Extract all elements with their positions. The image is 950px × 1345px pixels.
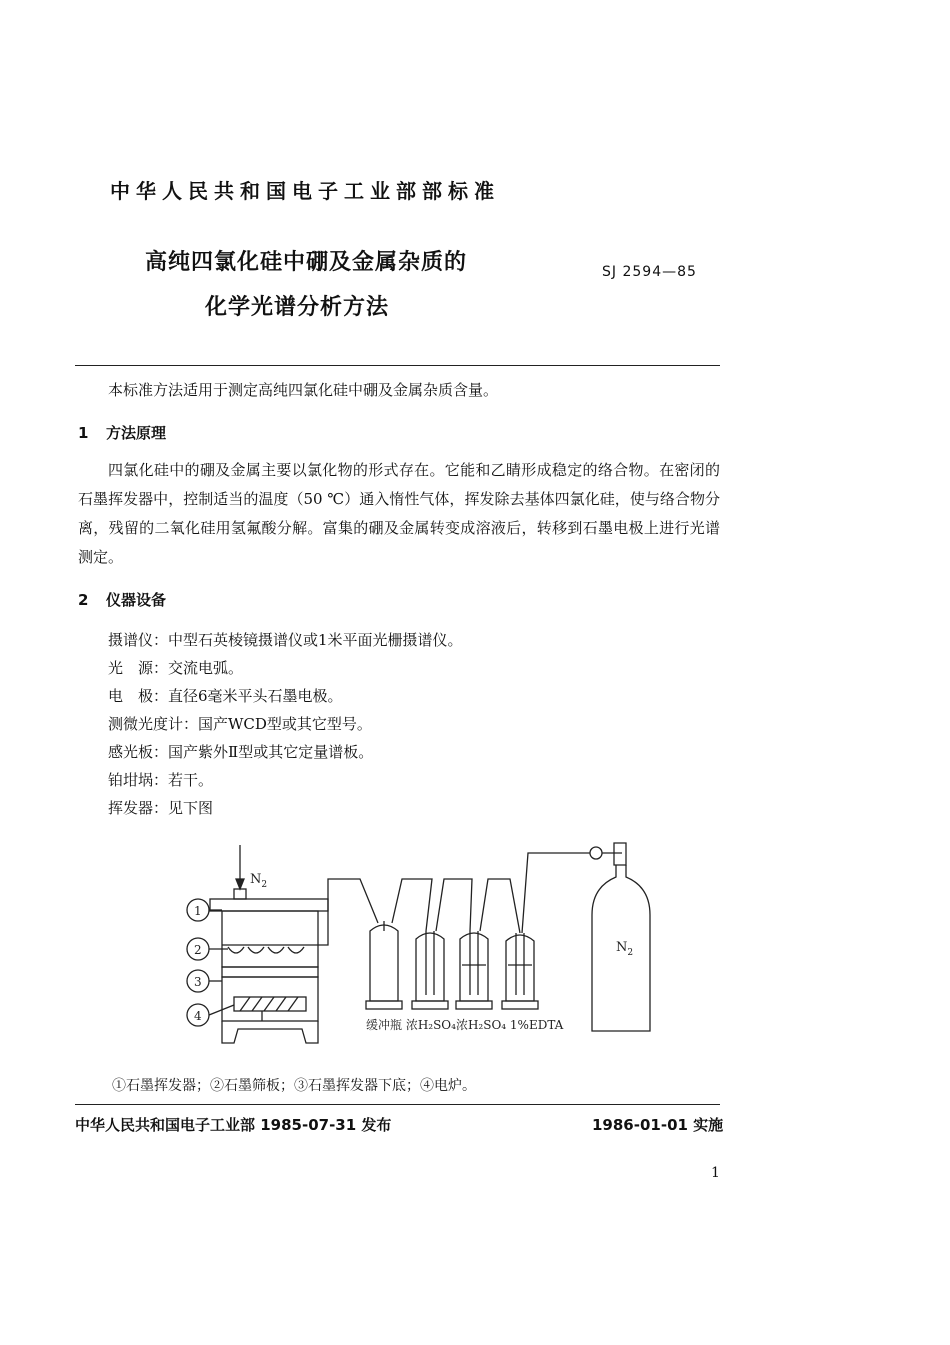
equipment-item: 测微光度计：国产WCD型或其它型号。 — [108, 715, 372, 733]
title-line-2: 化学光谱分析方法 — [205, 295, 390, 320]
h2so4-bottle — [412, 931, 448, 1009]
callout-label: 3 — [194, 975, 202, 989]
equipment-item: 铂坩埚：若干。 — [108, 771, 214, 789]
electric-stove — [222, 977, 318, 1021]
crucible — [288, 947, 304, 953]
section-1-heading — [78, 422, 166, 443]
standard-number: SJ 2594—85 — [602, 264, 697, 280]
equipment-item: 挥发器：见下图 — [108, 799, 214, 817]
callout-label: 4 — [194, 1009, 202, 1023]
section-2-number: 2 — [78, 591, 89, 609]
crucible — [228, 947, 244, 953]
callout-label: 1 — [194, 904, 202, 918]
crucible — [248, 947, 264, 953]
callout-label: 2 — [194, 943, 202, 957]
volatilizer-bottom — [222, 967, 318, 977]
bottle-labels: 缓冲瓶 浓H₂SO₄浓H₂SO₄ 1%EDTA — [366, 1018, 564, 1032]
gas-inlet-arrow — [236, 879, 244, 889]
stove-legs — [222, 1021, 318, 1043]
equipment-item: 光 源：交流电弧。 — [108, 659, 244, 677]
graphite-volatilizer — [222, 911, 318, 967]
section-1-text: 四氯化硅中的硼及金属主要以氯化物的形式存在。它能和乙睛形成稳定的络合物。在密闭的石墨挥发器中，控制适当的温度（50 ℃）通入惰性气体，挥发除去基体四氯化硅，使与络合物分离，残留的二氧化硅用氢氟酸分解。富集的硼及金属转变成溶液后，转移到石墨电极上进行光谱测定。 — [78, 461, 720, 566]
edta-bottle — [502, 933, 538, 1009]
equipment-item: 摄谱仪：中型石英棱镜摄谱仪或1米平面光栅摄谱仪。 — [108, 631, 463, 649]
issuer-info: 中华人民共和国电子工业部 1985-07-31 发布 — [75, 1116, 392, 1134]
tube — [480, 879, 520, 933]
title-line-1: 高纯四氯化硅中硼及金属杂质的 — [145, 250, 468, 275]
section-1-title: 方法原理 — [106, 424, 167, 442]
section-2-title: 仪器设备 — [106, 591, 167, 609]
equipment-item: 电 极：直径6毫米平头石墨电极。 — [108, 687, 343, 705]
figure-caption: ①石墨挥发器；②石墨筛板；③石墨挥发器下底；④电炉。 — [112, 1078, 476, 1094]
effective-date: 1986-01-01 实施 — [592, 1116, 724, 1134]
cylinder-valve — [614, 843, 626, 865]
section-2-heading — [78, 589, 166, 610]
gas-inlet-label: $N_2$ — [250, 872, 268, 890]
equipment-list — [108, 626, 463, 822]
tube — [436, 879, 472, 931]
volatilizer-diagram — [170, 835, 670, 1065]
equipment-item: 感光板：国产紫外Ⅱ型或其它定量谱板。 — [108, 743, 374, 761]
header-org-standard: 中华人民共和国电子工业部部标准 — [110, 179, 500, 203]
pressure-gauge-icon — [590, 847, 602, 859]
footer-divider — [75, 1104, 720, 1105]
header-divider — [75, 365, 720, 366]
tube — [522, 853, 590, 933]
volatilizer-lid — [210, 899, 328, 911]
page-number: 1 — [711, 1165, 720, 1181]
tube — [392, 879, 432, 931]
tube — [318, 879, 378, 945]
buffer-bottle — [366, 921, 402, 1009]
intro-paragraph: 本标准方法适用于测定高纯四氯化硅中硼及金属杂质含量。 — [108, 381, 499, 399]
cylinder-label: $N_2$ — [616, 940, 634, 958]
crucible — [268, 947, 284, 953]
h2so4-bottle — [456, 931, 492, 1009]
section-1-number: 1 — [78, 424, 89, 442]
